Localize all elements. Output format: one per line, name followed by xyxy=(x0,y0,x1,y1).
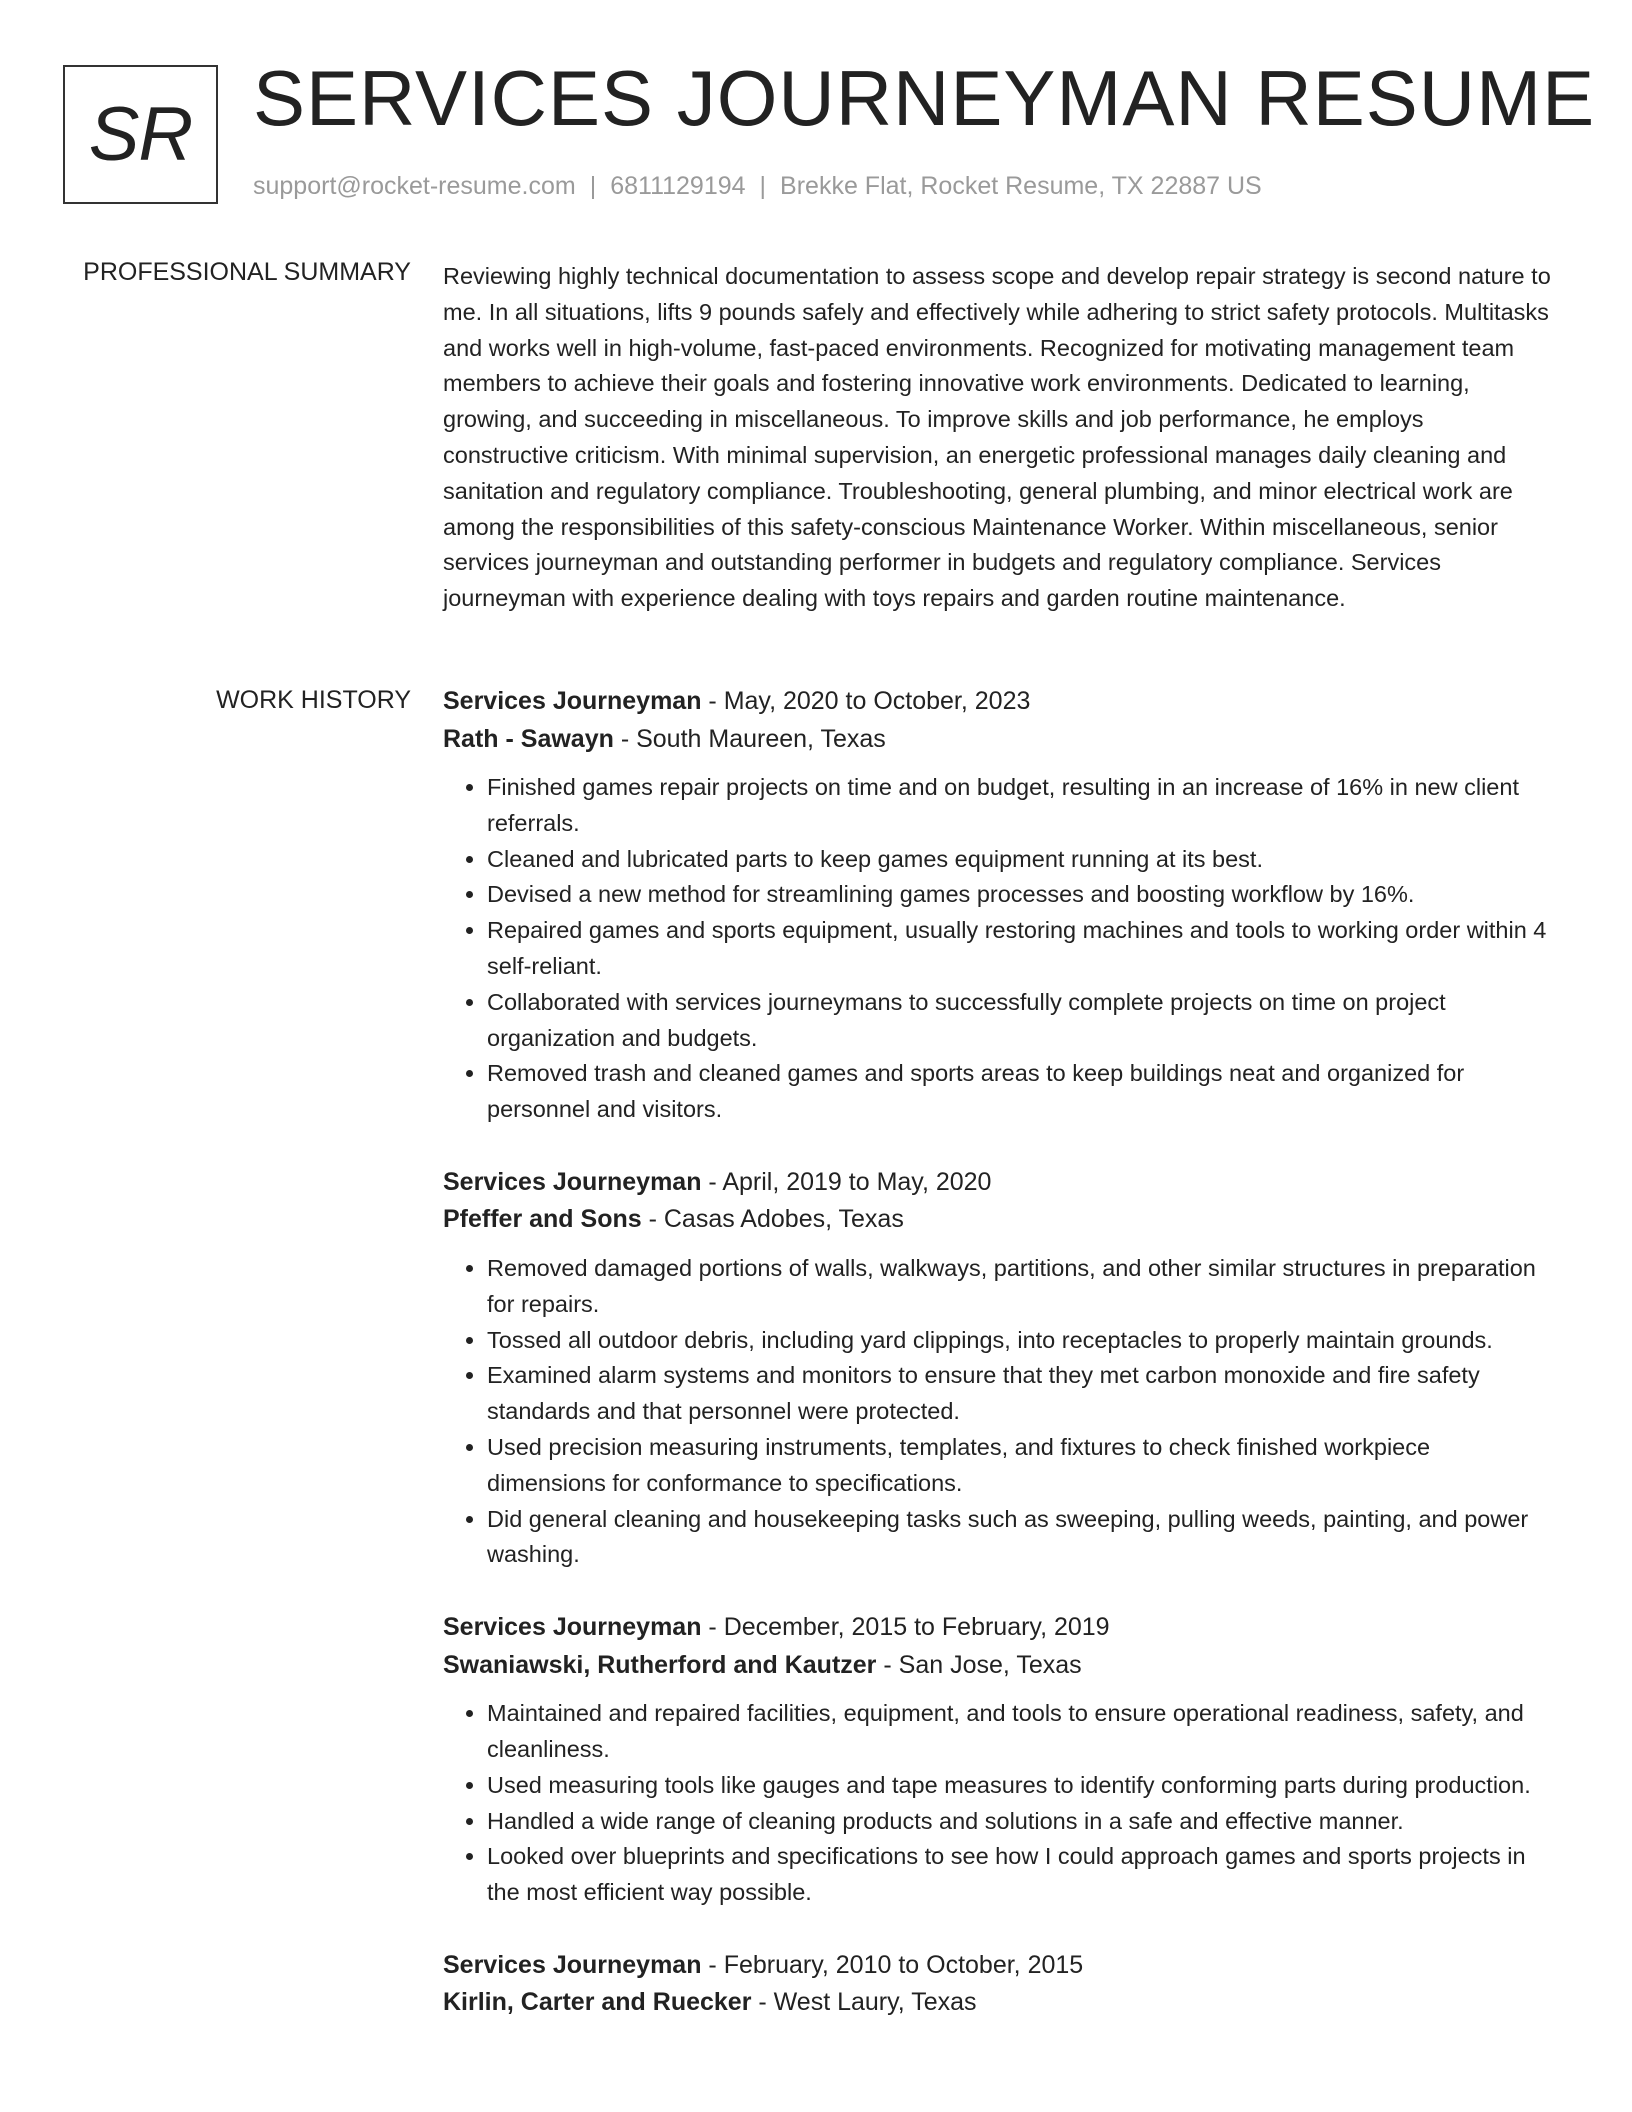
job-bullet: • Cleaned and lubricated parts to keep games equipment running at its best. xyxy=(487,842,1553,878)
summary-heading: PROFESSIONAL SUMMARY xyxy=(83,258,411,286)
job-bullet-list xyxy=(443,1696,1553,1911)
job-bullet: • Used measuring tools like gauges and tape measures to identify conforming parts during production. xyxy=(487,1768,1553,1804)
job-bullet: • Did general cleaning and housekeeping tasks such as sweeping, pulling weeds, painting, and power washing. xyxy=(487,1502,1553,1574)
job-bullet: • Used precision measuring instruments, templates, and fixtures to check finished workpiece dimensions for conformance to specifications. xyxy=(487,1430,1553,1502)
work-history-heading: WORK HISTORY xyxy=(216,686,411,714)
job-company: Rath - Sawayn xyxy=(443,724,614,753)
job-bullet: • Removed damaged portions of walls, walkways, partitions, and other similar structures in preparation for repairs. xyxy=(487,1251,1553,1323)
work-history-body xyxy=(443,683,1553,2058)
job-bullet: • Tossed all outdoor debris, including yard clippings, into receptacles to properly maintain grounds. xyxy=(487,1323,1553,1359)
job-dates: - May, 2020 to October, 2023 xyxy=(701,687,1031,715)
job-dates: - February, 2010 to October, 2015 xyxy=(701,1950,1084,1979)
job-location: - San Jose, Texas xyxy=(876,1650,1082,1679)
summary-body xyxy=(443,259,1553,617)
job-title-line xyxy=(443,1609,1553,1647)
contact-address: Brekke Flat, Rocket Resume, TX 22887 US xyxy=(780,172,1262,200)
job-title-line xyxy=(443,683,1553,721)
job-dates: - December, 2015 to February, 2019 xyxy=(701,1613,1110,1642)
job-bullet-list xyxy=(443,1251,1553,1573)
job-company-line xyxy=(443,1201,1553,1239)
job-location: - West Laury, Texas xyxy=(751,1988,977,2017)
job-entry xyxy=(443,1164,1553,1573)
job-bullet: • Collaborated with services journeymans to successfully complete projects on time on project organization and budgets. xyxy=(487,985,1553,1057)
job-title: Services Journeyman xyxy=(443,1950,702,1979)
job-bullet: • Finished games repair projects on time and on budget, resulting in an increase of 16% in new client referrals. xyxy=(487,770,1553,842)
job-company: Kirlin, Carter and Ruecker xyxy=(443,1988,752,2017)
job-entry xyxy=(443,683,1553,1128)
job-location: - Casas Adobes, Texas xyxy=(641,1205,904,1234)
job-title-line xyxy=(443,1947,1553,1985)
resume-title: SERVICES JOURNEYMAN RESUME xyxy=(253,54,1596,142)
job-bullet: • Repaired games and sports equipment, usually restoring machines and tools to working order within 4 self-reliant. xyxy=(487,913,1553,985)
job-bullet: • Handled a wide range of cleaning products and solutions in a safe and effective manner. xyxy=(487,1804,1553,1840)
job-location: - South Maureen, Texas xyxy=(613,724,886,753)
job-entry xyxy=(443,1947,1553,2022)
job-company-line xyxy=(443,1984,1553,2022)
job-bullet-list xyxy=(443,770,1553,1128)
contact-separator: | xyxy=(759,172,767,200)
job-bullet: • Looked over blueprints and specifications to see how I could approach games and sports projects in the most efficient way possible. xyxy=(487,1839,1553,1911)
monogram-box xyxy=(63,65,218,204)
job-bullet: • Removed trash and cleaned games and sports areas to keep buildings neat and organized for personnel and visitors. xyxy=(487,1056,1553,1128)
job-company: Swaniawski, Rutherford and Kautzer xyxy=(443,1650,877,1679)
job-title: Services Journeyman xyxy=(443,1167,702,1196)
job-company: Pfeffer and Sons xyxy=(443,1205,642,1234)
job-company-line xyxy=(443,1647,1553,1685)
job-entry xyxy=(443,1609,1553,1911)
job-title: Services Journeyman xyxy=(443,687,702,715)
job-dates: - April, 2019 to May, 2020 xyxy=(701,1167,992,1196)
job-bullet: • Devised a new method for streamlining games processes and boosting workflow by 16%. xyxy=(487,877,1553,913)
contact-line xyxy=(253,172,1262,201)
job-title: Services Journeyman xyxy=(443,1613,702,1642)
contact-email: support@rocket-resume.com xyxy=(253,172,576,200)
job-company-line xyxy=(443,721,1553,759)
contact-phone: 6811129194 xyxy=(610,172,746,200)
contact-separator: | xyxy=(589,172,597,200)
job-bullet: • Examined alarm systems and monitors to ensure that they met carbon monoxide and fire safety standards and that personnel were protected. xyxy=(487,1358,1553,1430)
job-bullet: • Maintained and repaired facilities, equipment, and tools to ensure operational readiness, safety, and cleanliness. xyxy=(487,1696,1553,1768)
monogram-initials: SR xyxy=(88,92,193,177)
job-title-line xyxy=(443,1164,1553,1202)
summary-text: Reviewing highly technical documentation to assess scope and develop repair strategy is second nature to me. In all situations, lifts 9 pounds safely and effectively while adhering to strict safety protocols. Multitasks and works well in high-volume, fast-paced environments. Recognized for motivating management team members to achieve their goals and fostering innovative work environments. Dedicated to learning, growing, and succeeding in miscellaneous. To improve skills and job performance, he employs constructive criticism. With minimal supervision, an energetic professional manages daily cleaning and sanitation and regulatory compliance. Troubleshooting, general plumbing, and minor electrical work are among the responsibilities of this safety-conscious Maintenance Worker. Within miscellaneous, senior services journeyman and outstanding performer in budgets and regulatory compliance. Services journeyman with experience dealing with toys repairs and garden routine maintenance. xyxy=(443,263,1551,612)
